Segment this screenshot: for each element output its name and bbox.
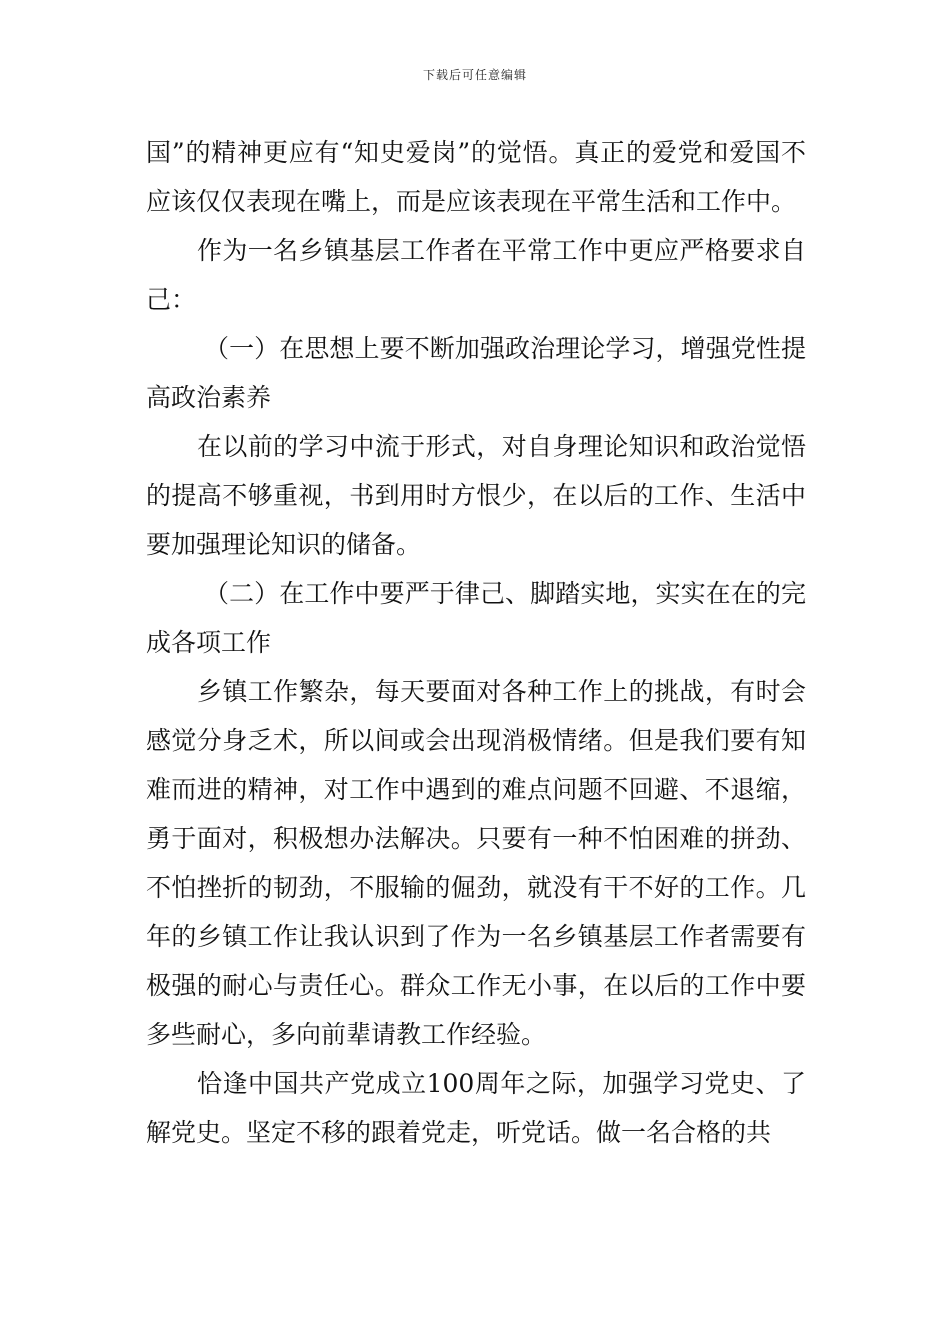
paragraph-party-history: 恰逢中国共产党成立100周年之际，加强学习党史、了解党史。坚定不移的跟着党走，听党话。做一名合格的共 [146,1069,806,1147]
section-heading-two: （二）在工作中要严于律己、脚踏实地，实实在在的完成各项工作 [146,579,806,657]
section-heading-one: （一）在思想上要不断加强政治理论学习，增强党性提高政治素养 [146,334,806,412]
document-body [146,128,806,1157]
paragraph-self-requirement: 作为一名乡镇基层工作者在平常工作中更应严格要求自己： [146,236,806,314]
paragraph-work: 乡镇工作繁杂，每天要面对各种工作上的挑战，有时会感觉分身乏术，所以间或会出现消极情绪。但是我们要有知难而进的精神，对工作中遇到的难点问题不回避、不退缩，勇于面对，积极想办法解决。只要有一种不怕困难的拼劲、不怕挫折的韧劲，不服输的倔劲，就没有干不好的工作。几年的乡镇工作让我认识到了作为一名乡镇基层工作者需要有极强的耐心与责任心。群众工作无小事，在以后的工作中要多些耐心，多向前辈请教工作经验。 [146,677,806,1049]
download-note: 下载后可任意编辑 [422,68,527,82]
paragraph-study: 在以前的学习中流于形式，对自身理论知识和政治觉悟的提高不够重视，书到用时方恨少，在以后的工作、生活中要加强理论知识的储备。 [146,432,806,559]
paragraph-continuation: 国”的精神更应有“知史爱岗”的觉悟。真正的爱党和爱国不应该仅仅表现在嘴上，而是应该表现在平常生活和工作中。 [146,138,806,216]
